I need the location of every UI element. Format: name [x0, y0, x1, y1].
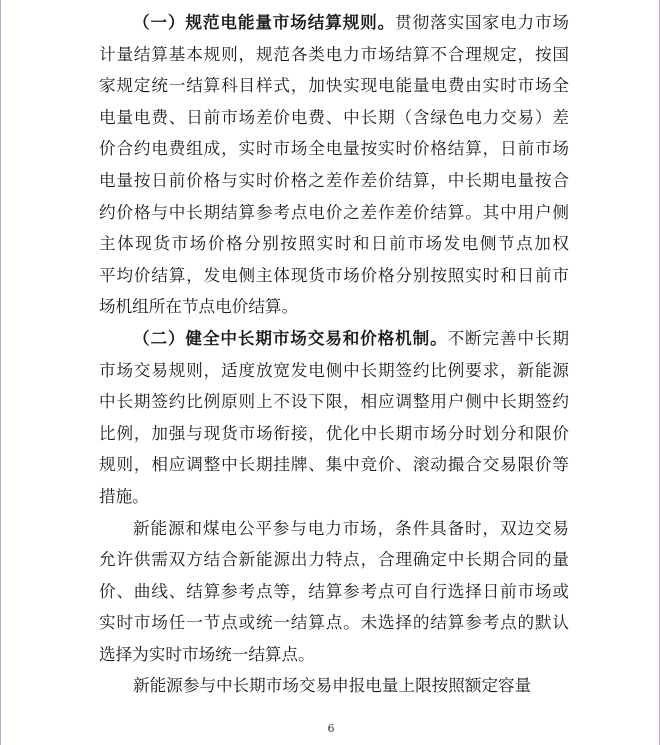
- paragraph-line: 允许供需双方结合新能源出力特点，合理确定中长期合同的量: [99, 550, 569, 570]
- paragraph-line: 价、曲线、结算参考点等，结算参考点可自行选择日前市场或: [99, 581, 569, 601]
- paragraph-mid-long-term-trading: [99, 323, 569, 513]
- paragraph-line: 价合约电费组成，实时市场全电量按实时价格结算，日前市场: [99, 139, 569, 159]
- paragraph-line: 实时市场任一节点或统一结算点。未选择的结算参考点的默认: [99, 613, 569, 633]
- paragraph-line: 主体现货市场价格分别按照实时和日前市场发电侧节点加权: [99, 234, 569, 254]
- paragraph-line: 家规定统一结算科目样式，加快实现电能量电费由实时市场全: [99, 76, 569, 96]
- paragraph-fair-participation: [99, 513, 569, 671]
- paragraph-line: 电量按日前价格与实时价格之差作差价结算，中长期电量按合: [99, 170, 569, 190]
- paragraph-line: 平均价结算，发电侧主体现货市场价格分别按照实时和日前市: [99, 265, 569, 285]
- page-number: 6: [327, 722, 335, 735]
- paragraph-settlement-rules: [99, 7, 569, 323]
- paragraph-line: 比例，加强与现货市场衔接，优化中长期市场分时划分和限价: [99, 423, 569, 443]
- paragraph-line: 电量电费、日前市场差价电费、中长期（含绿色电力交易）差: [99, 107, 569, 127]
- paragraph-line: 市场交易规则，适度放宽发电侧中长期签约比例要求，新能源: [99, 360, 569, 380]
- paragraph-line: 措施。: [99, 486, 149, 506]
- paragraph-line: 计量结算基本规则，规范各类电力市场结算不合理规定，按国: [99, 44, 569, 64]
- paragraph-first-line: 新能源和煤电公平参与电力市场，条件具备时，双边交易: [133, 518, 569, 538]
- section-heading: （一）规范电能量市场结算规则。: [133, 13, 396, 32]
- paragraph-text: 不断完善中长期: [447, 328, 570, 348]
- paragraph-line: 选择为实时市场统一结算点。: [99, 644, 315, 664]
- section-heading: （二）健全中长期市场交易和价格机制。: [133, 328, 448, 348]
- paragraph-first-line: [99, 323, 569, 355]
- paragraph-line: 场机组所在节点电价结算。: [99, 297, 299, 317]
- paragraph-declared-volume-limit: [99, 670, 569, 702]
- paragraph-line: 规则，相应调整中长期挂牌、集中竞价、滚动撮合交易限价等: [99, 455, 569, 475]
- paragraph-line: 中长期签约比例原则上不设下限，相应调整用户侧中长期签约: [99, 392, 569, 412]
- paragraph-first-line: [99, 7, 569, 39]
- document-body: [99, 7, 569, 702]
- paragraph-line: 约价格与中长期结算参考点电价之差作差价结算。其中用户侧: [99, 202, 569, 222]
- paragraph-text: 贯彻落实国家电力市场: [395, 13, 570, 32]
- paragraph-first-line: 新能源参与中长期市场交易申报电量上限按照额定容量: [133, 676, 532, 696]
